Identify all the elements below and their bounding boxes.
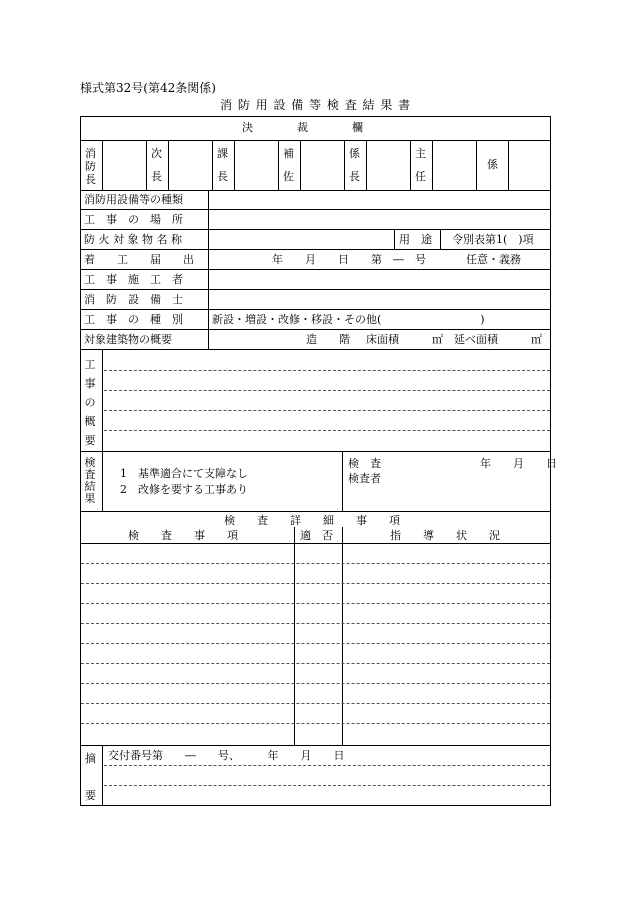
label-engineer: 消 防 設 備 士 xyxy=(84,293,183,306)
remarks-label-top: 摘 xyxy=(85,752,96,765)
form-title: 消 防 用 設 備 等 検 査 結 果 書 xyxy=(220,98,412,112)
approval-chief-2: 防 xyxy=(85,160,96,173)
label-equipment-type: 消防用設備等の種類 xyxy=(84,193,183,206)
detail-col-pass: 適 否 xyxy=(300,529,333,542)
label-usage: 用 途 xyxy=(399,233,432,246)
form-number: 様式第32号(第42条関係) xyxy=(80,81,216,95)
approval-assistant-top: 補 xyxy=(283,147,294,160)
approval-subsection-top: 係 xyxy=(349,147,360,160)
building-floor-area: 床面積 ㎡ xyxy=(366,333,443,346)
label-building-overview: 対象建築物の概要 xyxy=(84,333,172,346)
detail-col-guidance: 指 導 状 況 xyxy=(390,529,500,542)
approval-section-top: 課 xyxy=(217,147,228,160)
remarks-label-bottom: 要 xyxy=(85,789,96,802)
approval-section-bottom: 長 xyxy=(217,170,228,183)
label-start-notice: 着 工 届 出 xyxy=(84,253,194,266)
optional-mandatory: 任意・義務 xyxy=(466,253,521,266)
inspection-date: 検 査 年 月 日 xyxy=(348,457,557,470)
start-notice-date-number: 年 月 日 第 ― 号 xyxy=(272,253,426,266)
detail-col-items: 検 査 事 項 xyxy=(128,529,238,542)
detail-header: 検 査 詳 細 事 項 xyxy=(224,514,400,527)
approval-chief-1: 消 xyxy=(85,147,96,160)
building-total-area: 延べ面積 ㎡ xyxy=(454,333,542,346)
building-structure: 造 階 xyxy=(306,333,350,346)
label-contractor: 工 事 施 工 者 xyxy=(84,273,183,286)
result-option-1: 1 基準適合にて支障なし xyxy=(120,467,248,480)
approval-officer-bottom: 任 xyxy=(415,170,426,183)
label-object-name: 防 火 対 象 物 名 称 xyxy=(84,233,182,246)
approval-assistant-bottom: 佐 xyxy=(283,170,294,183)
approval-officer-top: 主 xyxy=(415,147,426,160)
label-work-kind: 工 事 の 種 別 xyxy=(84,313,183,326)
approval-deputy-bottom: 長 xyxy=(151,170,162,183)
work-summary-label: 工事の概要 xyxy=(84,358,96,447)
label-work-location: 工 事 の 場 所 xyxy=(84,213,183,226)
approval-deputy-top: 次 xyxy=(151,147,162,160)
result-label: 検査結果 xyxy=(84,456,96,505)
approval-chief-3: 長 xyxy=(85,173,96,186)
usage-value: 令別表第1( )項 xyxy=(452,233,534,246)
inspector: 検査者 xyxy=(348,472,381,485)
approval-header: 決 裁 欄 xyxy=(242,121,363,134)
approval-subsection-bottom: 長 xyxy=(349,170,360,183)
result-option-2: 2 改修を要する工事あり xyxy=(120,483,248,496)
approval-staff: 係 xyxy=(487,158,498,171)
issue-number-line: 交付番号第 ― 号、 年 月 日 xyxy=(108,749,345,762)
work-kind-options: 新設・増設・改修・移設・その他( ) xyxy=(212,313,485,326)
